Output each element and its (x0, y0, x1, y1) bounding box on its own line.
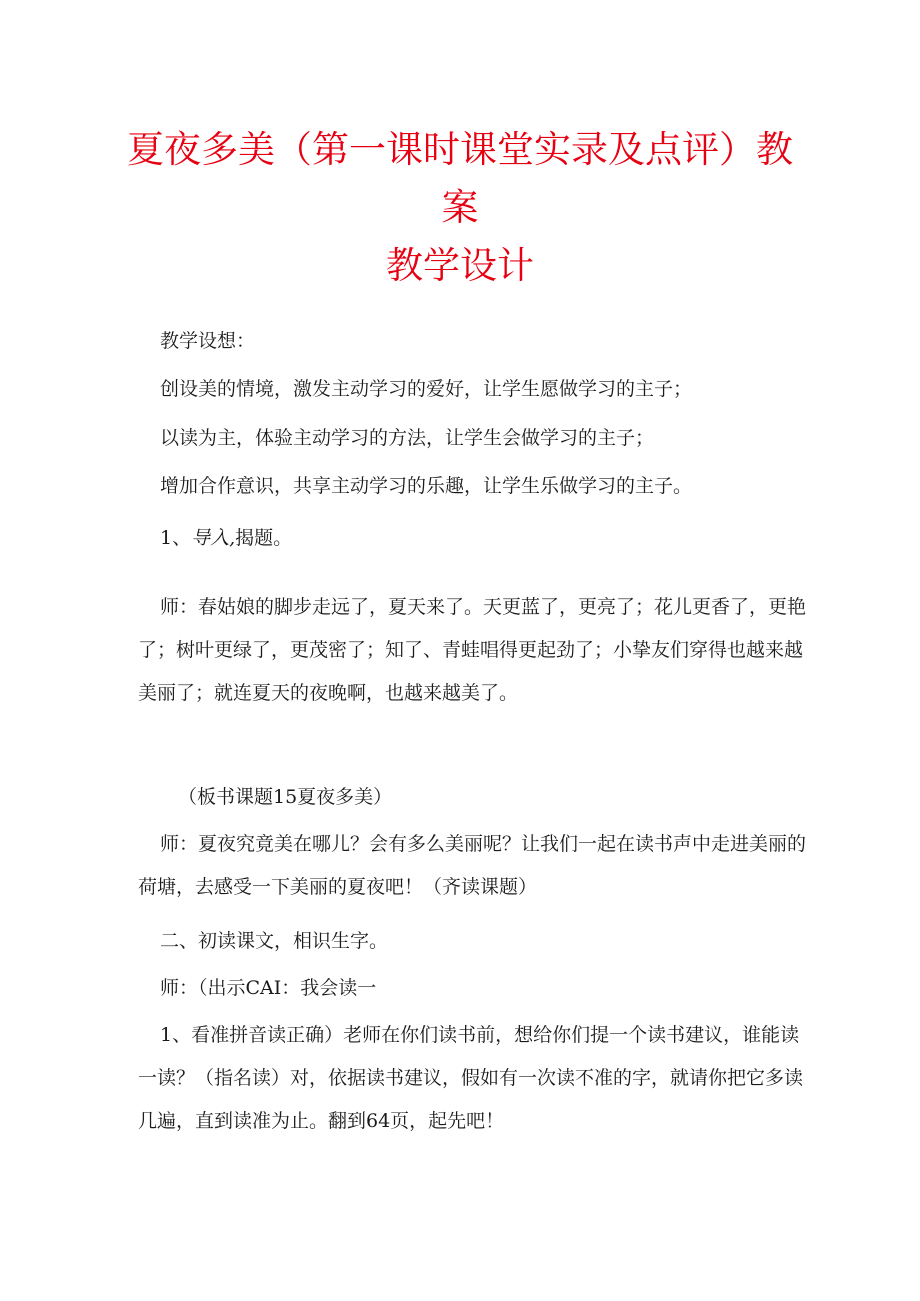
teacher-paragraph-2 (138, 823, 807, 909)
step-1-heading (160, 527, 812, 550)
reading-step-line: 1、看准拼音读正确）老师在你们读书前，想给你们提一个读书建议，谁能读 (160, 1024, 800, 1046)
idea-heading: 教学设想： (160, 330, 256, 352)
board-note: （板书课题15夏夜多美） (178, 786, 393, 808)
idea-item-3: 增加合作意识，共享主动学习的乐趣，让学生乐做学习的主子。 (160, 475, 693, 497)
idea-item-1: 创设美的情境，激发主动学习的爱好，让学生愿做学习的主子； (160, 378, 693, 400)
step-1-rest: 揭题。 (235, 527, 293, 549)
reading-step-line: 几遍，直到读准为止。翻到64页，起先吧！ (138, 1110, 505, 1132)
teacher-paragraph-2-line: 师：夏夜究竟美在哪儿？会有多么美丽呢？让我们一起在读书声中走进美丽的 (160, 833, 807, 855)
teacher-paragraph-1-line: 师：春姑娘的脚步走远了，夏天来了。天更蓝了，更亮了；花儿更香了，更艳 (160, 596, 807, 618)
teacher-paragraph-1-line: 了；树叶更绿了，更茂密了；知了、青蛙唱得更起劲了；小挚友们穿得也越来越 (138, 639, 804, 661)
doc-title-line-2: 案 (441, 186, 479, 229)
idea-item-2: 以读为主，体验主动学习的方法，让学生会做学习的主子； (160, 427, 655, 449)
doc-title-line-1: 夏夜多美（第一课时课堂实录及点评）教 (127, 128, 793, 171)
section-2-heading: 二、初读课文，相识生字。 (160, 930, 389, 952)
doc-subtitle: 教学设计 (386, 244, 534, 287)
teacher-paragraph-2-line: 荷塘，去感受一下美丽的夏夜吧！（齐读课题） (138, 876, 538, 898)
teacher-paragraph-1 (138, 586, 807, 715)
step-1-italic: 导入, (191, 527, 236, 549)
reading-step-paragraph (138, 1014, 804, 1143)
step-1-number: 1、 (160, 527, 192, 549)
teacher-cai: 师：（出示CAI：我会读一 (160, 977, 377, 999)
reading-step-line: 一读？（指名读）对，依据读书建议，假如有一次读不准的字，就请你把它多读 (138, 1067, 804, 1089)
teacher-paragraph-1-line: 美丽了；就连夏天的夜晚啊，也越来越美了。 (138, 682, 519, 704)
